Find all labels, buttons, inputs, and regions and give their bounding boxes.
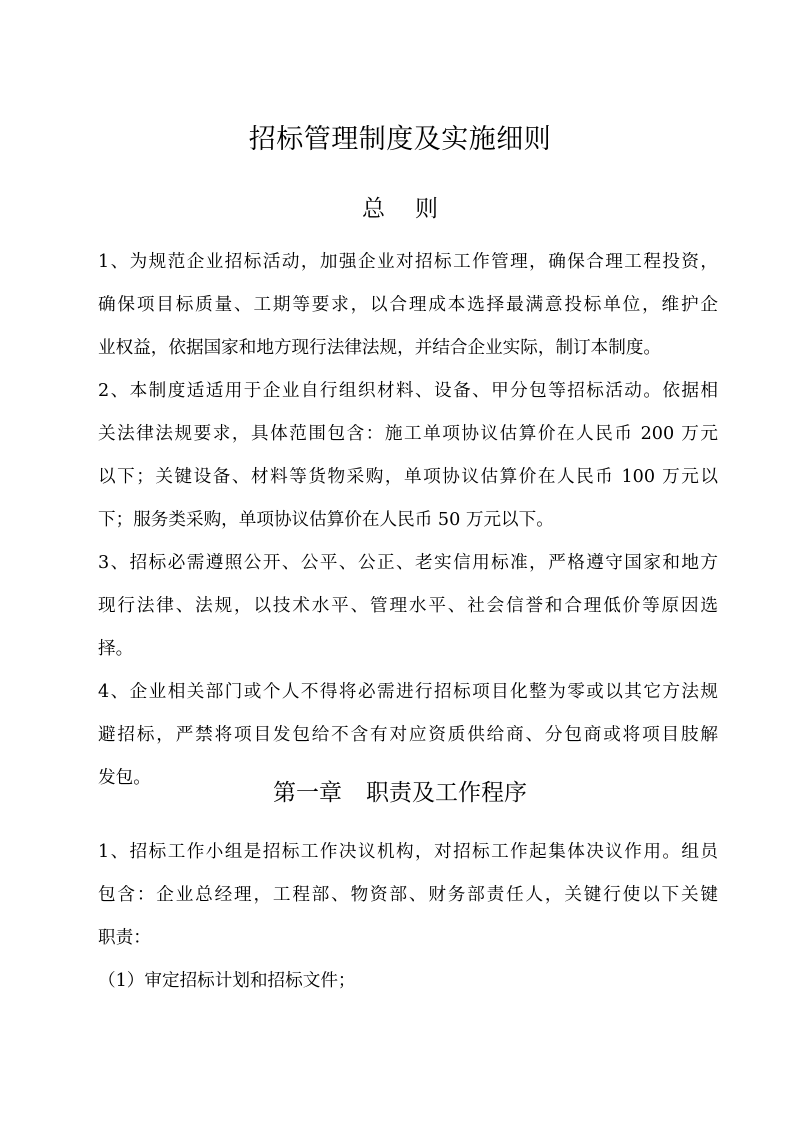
- section-heading-general-right: 则: [415, 196, 438, 222]
- paragraph-line: 关法律法规要求，具体范围包含：施工单项协议估算价在人民币 200 万元: [98, 424, 718, 444]
- paragraph-line: 以下；关键设备、材料等货物采购，单项协议估算价在人民币 100 万元以: [98, 467, 718, 487]
- list-item: （1）审定招标计划和招标文件；: [98, 971, 356, 991]
- section-heading-general: [0, 192, 800, 226]
- paragraph-line: 3、招标必需遵照公开、公平、公正、老实信用标准，严格遵守国家和地方: [98, 553, 718, 573]
- paragraph-line: 4、企业相关部门或个人不得将必需进行招标项目化整为零或以其它方法规: [98, 682, 718, 702]
- chapter-heading-1-number: 第一章: [273, 780, 342, 806]
- paragraph-line: 发包。: [98, 768, 151, 788]
- paragraph-line: 1、为规范企业招标活动，加强企业对招标工作管理，确保合理工程投资，: [98, 252, 718, 272]
- document-title: 招标管理制度及实施细则: [248, 124, 552, 155]
- chapter-heading-1-title: 职责及工作程序: [366, 780, 527, 806]
- paragraph-line: 2、本制度适适用于企业自行组织材料、设备、甲分包等招标活动。依据相: [98, 381, 718, 401]
- chapter-heading-1: [0, 776, 800, 810]
- paragraph-line: 避招标，严禁将项目发包给不含有对应资质供给商、分包商或将项目肢解: [98, 725, 718, 745]
- paragraph-line: 现行法律、法规，以技术水平、管理水平、社会信誉和合理低价等原因选: [98, 596, 718, 616]
- paragraph-line: 确保项目标质量、工期等要求，以合理成本选择最满意投标单位，维护企: [98, 295, 718, 315]
- paragraph-line: 下；服务类采购，单项协议估算价在人民币 50 万元以下。: [98, 510, 554, 530]
- paragraph-line: 职责：: [98, 928, 151, 948]
- paragraph-line: 包含：企业总经理，工程部、物资部、财务部责任人，关键行使以下关键: [98, 885, 718, 905]
- section-heading-general-left: 总: [362, 196, 385, 222]
- paragraph-line: 1、招标工作小组是招标工作决议机构，对招标工作起集体决议作用。组员: [98, 842, 718, 862]
- paragraph-line: 业权益，依据国家和地方现行法律法规，并结合企业实际，制订本制度。: [98, 338, 662, 358]
- paragraph-line: 择。: [98, 639, 134, 659]
